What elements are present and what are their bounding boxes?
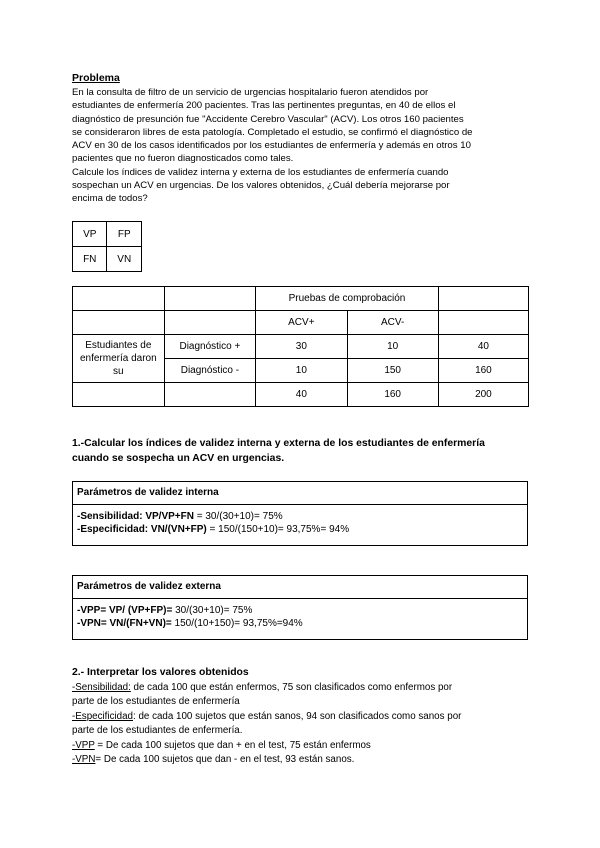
sensitivity-value: = 30/(30+10)= 75% xyxy=(193,511,283,522)
cell-value: 40 xyxy=(438,335,528,359)
vpn-label: -VPN= VN/(FN+VN)= xyxy=(77,618,172,629)
total-value: 40 xyxy=(256,383,347,407)
col-acv-neg: ACV- xyxy=(347,311,438,335)
cell-value: 150 xyxy=(347,359,438,383)
section-2-heading: 2.- Interpretar los valores obtenidos xyxy=(72,667,249,678)
cell-value: 10 xyxy=(256,359,347,383)
empty-cell xyxy=(164,311,256,335)
vpn-value: 150/(10+150)= 93,75%=94% xyxy=(171,618,303,629)
empty-cell xyxy=(73,287,165,311)
cell-value: 30 xyxy=(256,335,347,359)
cell-vn: VN xyxy=(107,247,142,272)
specificity-value: = 150/(150+10)= 93,75%= 94% xyxy=(206,524,350,535)
problem-line: estudiantes de enfermería 200 pacientes. Tras las pertinentes preguntas, en 40 de ellos el xyxy=(72,100,456,112)
cell-fn: FN xyxy=(73,247,107,272)
interp-vpn xyxy=(72,753,461,767)
text-vpp: = De cada 100 sujetos que dan + en el test, 75 están enfermos xyxy=(94,739,371,751)
external-validity-title: Parámetros de validez externa xyxy=(73,576,527,599)
interpretation-text xyxy=(72,681,461,767)
external-validity-box xyxy=(72,575,528,640)
problem-line: pacientes que no fueron diagnosticados como tales. xyxy=(72,153,294,165)
row-diag-neg: Diagnóstico - xyxy=(164,359,256,383)
problem-line: En la consulta de filtro de un servicio de urgencias hospitalario fueron atendidos por xyxy=(72,87,429,98)
cell-value: 10 xyxy=(347,335,438,359)
problem-line: sospechan un ACV en urgencias. De los valores obtenidos, ¿Cuál debería mejorarse por xyxy=(72,180,450,192)
problem-line: diagnóstico de presunción fue "Accidente Cerebro Vascular" (ACV). Los otros 160 pacientes xyxy=(72,113,464,125)
header-pruebas: Pruebas de comprobación xyxy=(256,287,439,311)
empty-cell xyxy=(438,311,528,335)
text-sensitivity-2: parte de los estudiantes de enfermería xyxy=(72,696,240,708)
text-sensitivity: de cada 100 que están enfermos, 75 son clasificados como enfermos por xyxy=(130,682,453,693)
problem-line: ACV en 30 de los casos identificados por los estudiantes de enfermería y además en otros 10 xyxy=(72,140,471,152)
empty-cell xyxy=(164,383,256,407)
cell-value: 160 xyxy=(438,359,528,383)
total-value: 200 xyxy=(438,383,528,407)
problem-statement xyxy=(72,86,473,206)
text-specificity: : de cada 100 sujetos que están sanos, 94 son clasificados como sanos por xyxy=(133,710,462,722)
term-sensitivity: -Sensibilidad: xyxy=(72,682,131,693)
problem-title: Problema xyxy=(72,72,120,84)
vpn-line xyxy=(77,617,527,630)
problem-line: encima de todos? xyxy=(72,193,148,205)
internal-validity-box xyxy=(72,481,528,546)
empty-cell xyxy=(73,311,165,335)
sensitivity-line xyxy=(77,510,527,523)
term-vpn: -VPN xyxy=(72,754,96,766)
vp-fp-table xyxy=(72,221,142,272)
interp-specificity xyxy=(72,710,461,724)
sensitivity-label: -Sensibilidad: VP/VP+FN xyxy=(77,511,194,522)
interp-sensitivity xyxy=(72,681,461,695)
section-1-line: cuando se sospecha un ACV en urgencias. xyxy=(72,452,285,464)
internal-validity-title: Parámetros de validez interna xyxy=(73,482,527,505)
contingency-table xyxy=(72,286,529,407)
vpp-line xyxy=(77,604,527,617)
specificity-line xyxy=(77,523,527,536)
interp-vpp xyxy=(72,739,461,753)
cell-vp: VP xyxy=(73,222,107,247)
term-specificity: -Especificidad xyxy=(72,710,133,722)
problem-line: Calcule los índices de validez interna y externa de los estudiantes de enfermería cuando xyxy=(72,166,449,178)
text-vpn: = De cada 100 sujetos que dan - en el test, 93 están sanos. xyxy=(95,754,355,766)
empty-cell xyxy=(164,287,256,311)
col-acv-pos: ACV+ xyxy=(256,311,347,335)
specificity-label: -Especificidad: VN/(VN+FP) xyxy=(77,524,207,535)
row-diag-pos: Diagnóstico + xyxy=(164,335,256,359)
problem-line: se consideraron libres de esta patología. Completado el estudio, se confirmó el diagnóstico de xyxy=(72,126,473,138)
section-1-heading xyxy=(72,437,485,466)
vpp-value: 30/(30+10)= 75% xyxy=(172,605,253,616)
term-vpp: -VPP xyxy=(72,739,95,751)
empty-cell xyxy=(73,383,165,407)
row-group-label: Estudiantes de enfermería daron su xyxy=(73,335,165,383)
total-value: 160 xyxy=(347,383,438,407)
cell-fp: FP xyxy=(107,222,142,247)
text-specificity-2: parte de los estudiantes de enfermería. xyxy=(72,725,243,737)
section-1-line: 1.-Calcular los índices de validez interna y externa de los estudiantes de enfermería xyxy=(72,438,485,449)
vpp-label: -VPP= VP/ (VP+FP)= xyxy=(77,605,173,616)
empty-cell xyxy=(438,287,528,311)
